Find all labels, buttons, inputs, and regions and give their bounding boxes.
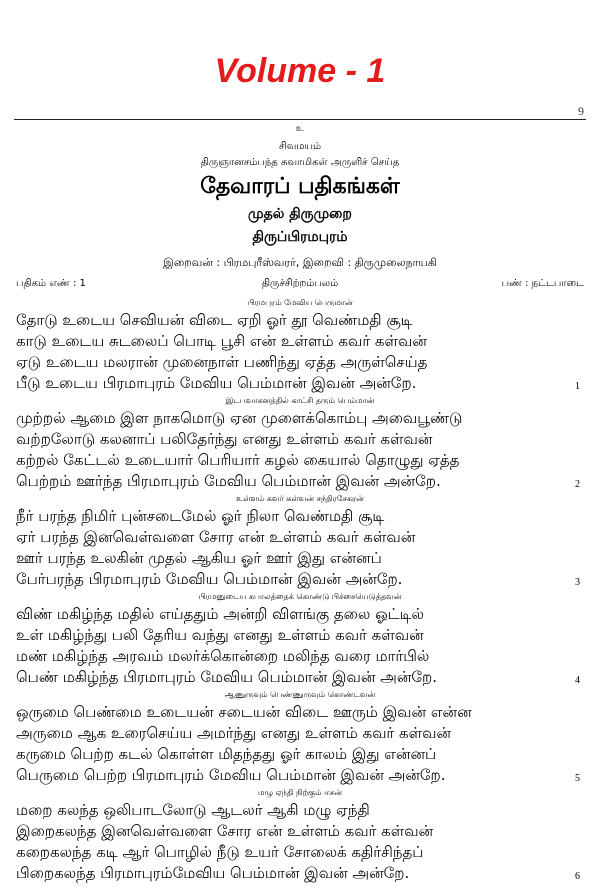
verse-line: பேர்பரந்த பிரமாபுரம் மேவிய பெம்மான் இவன் அன்றே. [16, 570, 403, 588]
verse-line: ஒருமை பெண்மை உடையன் சடையன் விடை ஊரும் இவன் என்ன [16, 703, 472, 721]
verse-number: 3 [575, 577, 580, 588]
verse-line: ஊர் பரந்த உலகின் முதல் ஆகிய ஓர் ஊர் இது என்னப் [16, 549, 382, 567]
verse-line: கருமை பெற்ற கடல் கொள்ள மிதந்தது ஓர் காலம் இது என்னப் [16, 745, 437, 763]
verse-heading: ஆணுருவும் பெண்ணுருவும் கொண்டவன் [224, 690, 376, 699]
volume-label: Volume - 1 [214, 52, 386, 90]
page-title: தேவாரப் பதிகங்கள் [200, 174, 400, 199]
verse-line: கறைகலந்த கடி ஆர் பொழில் நீடு உயர் சோலைக் கதிர்சிந்தப் [16, 843, 424, 861]
verse-3 [0, 492, 600, 590]
verse-number: 6 [575, 871, 580, 882]
verse-heading: இடபவாகனத்தில் காட்சி தரும் பெம்மான் [225, 396, 375, 405]
verse-line: விண் மகிழ்ந்த மதில் எய்ததும் அன்றி விளங்கு தலை ஓட்டில் [16, 605, 425, 623]
deities-line: இறைவன் : பிரமபுரீஸ்வரர், இறைவி : திருமுலைநாயகி [163, 256, 437, 269]
verse-1 [0, 296, 600, 394]
verse-heading: பிரமனுடைய கபாலத்தைக் கொண்டு பிச்சையெடுத்தவன் [198, 592, 402, 601]
verse-heading: பிரமபுரம் மேவிய பெருமான் [247, 298, 353, 307]
subtitle-place: திருப்பிரமபுரம் [252, 229, 348, 245]
verse-line: தோடு உடைய செவியன் விடை ஏறி ஓர் தூ வெண்மதி சூடி [16, 311, 413, 329]
verse-line: மறை கலந்த ஒலிபாடலோடு ஆடலர் ஆகி மழு ஏந்தி [16, 801, 370, 819]
verse-number: 4 [575, 675, 580, 686]
verse-number: 5 [575, 773, 580, 784]
shivamayam-heading: சிவமயம் [278, 141, 322, 152]
padigam-number: பதிகம் எண் : 1 [16, 278, 86, 289]
subtitle-tirumurai: முதல் திருமுறை [248, 206, 352, 222]
verse-4 [0, 590, 600, 688]
verse-line: பிறைகலந்த பிரமாபுரம்மேவிய பெம்மான் இவன் அன்றே. [16, 864, 410, 882]
verse-line: உள் மகிழ்ந்து பலி தேரிய வந்து எனது உள்ளம் கவர் கள்வன் [16, 626, 424, 644]
verses-section [0, 296, 600, 884]
verse-line: பெற்றம் ஊர்ந்த பிரமாபுரம் மேவிய பெம்மான் இவன் அன்றே. [16, 472, 441, 490]
verse-line: கற்றல் கேட்டல் உடையார் பெரியார் கழல் கையால் தொழுது ஏத்த [16, 451, 460, 469]
verse-6 [0, 786, 600, 884]
verse-line: அருமை ஆக உரைசெய்ய அமர்ந்து எனது உள்ளம் கவர் கள்வன் [16, 724, 452, 742]
verse-line: பெருமை பெற்ற பிரமாபுரம் மேவிய பெம்மான் இவன் அன்றே. [16, 766, 446, 784]
attribution-line: திருஞானசம்பந்த சுவாமிகள் அருளிச் செய்த [200, 157, 400, 168]
verse-5 [0, 688, 600, 786]
verse-line: வற்றலோடு கலனாப் பலிதேர்ந்து எனது உள்ளம் கவர் கள்வன் [16, 430, 433, 448]
verse-line: முற்றல் ஆமை இள நாகமொடு ஏன முளைக்கொம்பு அவைபூண்டு [16, 409, 463, 427]
verse-heading: உள்ளம் கவர் கள்வன் சந்திரசேகரன் [236, 494, 364, 503]
verse-line: ஏடு உடைய மலரான் முனைநாள் பணிந்து ஏத்த அருள்செய்த [16, 353, 428, 371]
pann-label: பண் : நட்டபாடை [501, 278, 584, 289]
verse-line: பீடு உடைய பிரமாபுரம் மேவிய பெம்மான் இவன் அன்றே. [16, 374, 417, 392]
verse-number: 2 [575, 479, 580, 490]
verse-line: நீர் பரந்த நிமிர் புன்சடைமேல் ஓர் நிலா வெண்மதி சூடி [16, 507, 385, 525]
verse-line: இறைகலந்த இனவெள்வளை சோர என் உள்ளம் கவர் கள்வன் [16, 822, 434, 840]
header-rule [14, 119, 586, 120]
verse-line: மண் மகிழ்ந்த அரவம் மலர்க்கொன்றை மலிந்த வரை மார்பில் [16, 647, 430, 665]
verse-line: காடு உடைய சுடலைப் பொடி பூசி என் உள்ளம் கவர் கள்வன் [16, 332, 427, 350]
verse-number: 1 [575, 381, 580, 392]
verse-line: ஏர் பரந்த இனவெள்வளை சோர என் உள்ளம் கவர் கள்வன் [16, 528, 416, 546]
invocation: உ [295, 124, 305, 134]
verse-2 [0, 394, 600, 492]
tiruchitrambalam-label: திருச்சிற்றம்பலம் [261, 278, 339, 289]
verse-heading: மழு ஏந்தி நிற்கும் ஈசன் [258, 788, 342, 797]
page-number: 9 [578, 104, 584, 118]
verse-line: பெண் மகிழ்ந்த பிரமாபுரம் மேவிய பெம்மான் இவன் அன்றே. [16, 668, 438, 686]
